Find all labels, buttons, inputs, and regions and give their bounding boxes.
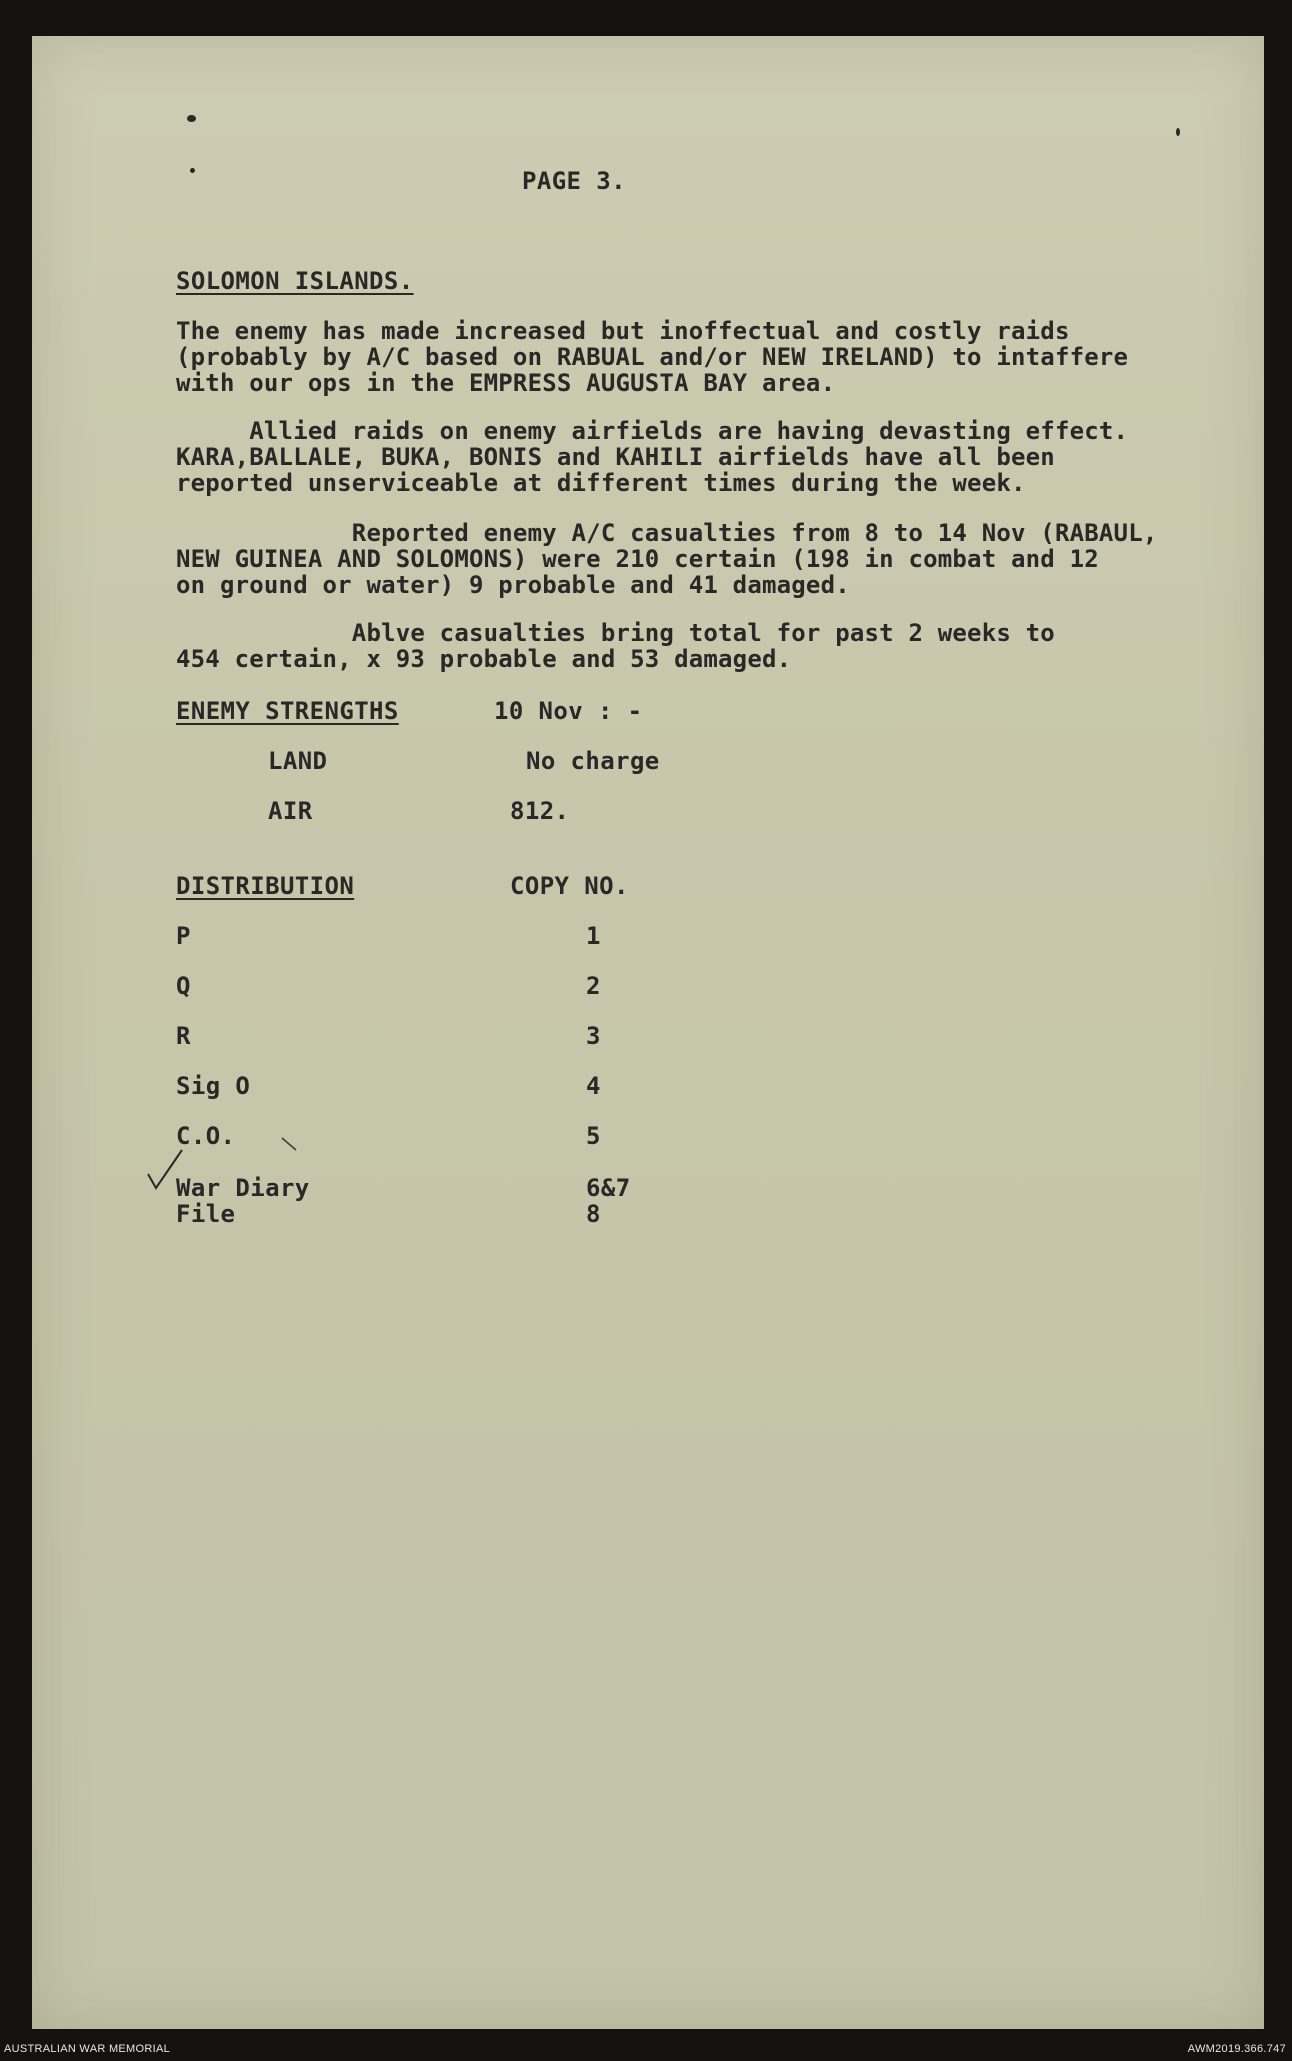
distribution-recipient: Q <box>176 972 191 1000</box>
distribution-copy: 6&7 <box>586 1174 631 1202</box>
air-label: AIR <box>268 797 313 825</box>
enemy-strengths-date: 10 Nov : - <box>494 697 643 725</box>
distribution-copy: 5 <box>586 1122 601 1150</box>
distribution-recipient: War Diary <box>176 1174 310 1202</box>
paragraph-line: Allied raids on enemy airfields are having devasting effect. <box>176 417 1129 445</box>
distribution-copy: 8 <box>586 1200 601 1228</box>
paragraph-line: 454 certain, x 93 probable and 53 damaged. <box>176 645 792 673</box>
air-value: 812. <box>510 797 570 825</box>
paragraph-line: NEW GUINEA AND SOLOMONS) were 210 certain (198 in combat and 12 <box>176 545 1099 573</box>
distribution-heading: DISTRIBUTION <box>176 872 355 900</box>
paragraph-line: (probably by A/C based on RABUAL and/or NEW IRELAND) to intaffere <box>176 343 1129 371</box>
enemy-strengths-heading: ENEMY STRENGTHS <box>176 697 399 725</box>
land-value: No charge <box>526 747 660 775</box>
distribution-recipient: R <box>176 1022 191 1050</box>
paragraph-line: with our ops in the EMPRESS AUGUSTA BAY area. <box>176 369 836 397</box>
distribution-recipient: P <box>176 922 191 950</box>
distribution-copy: 2 <box>586 972 601 1000</box>
ink-speck <box>187 115 196 122</box>
distribution-copy: 1 <box>586 922 601 950</box>
distribution-recipient: File <box>176 1200 236 1228</box>
paragraph-line: KARA,BALLALE, BUKA, BONIS and KAHILI airfields have all been <box>176 443 1055 471</box>
paragraph-line: Reported enemy A/C casualties from 8 to 14 Nov (RABAUL, <box>176 519 1158 547</box>
check-mark-icon <box>146 1148 186 1192</box>
paragraph-line: The enemy has made increased but inoffectual and costly raids <box>176 317 1070 345</box>
pencil-stroke-icon <box>280 1136 300 1152</box>
paragraph-line: Ablve casualties bring total for past 2 weeks to <box>176 619 1055 647</box>
paragraph-1 <box>176 318 1128 396</box>
copy-number-heading: COPY NO. <box>510 872 629 900</box>
ink-speck <box>1176 128 1180 136</box>
paragraph-line: reported unserviceable at different times during the week. <box>176 469 1026 497</box>
paragraph-4 <box>176 620 1055 672</box>
ink-speck <box>190 168 195 173</box>
land-label: LAND <box>268 747 328 775</box>
footer-institution: AUSTRALIAN WAR MEMORIAL <box>4 2043 171 2055</box>
paragraph-line: on ground or water) 9 probable and 41 damaged. <box>176 571 850 599</box>
distribution-recipient: Sig O <box>176 1072 251 1100</box>
paragraph-2 <box>176 418 1128 496</box>
distribution-copy: 3 <box>586 1022 601 1050</box>
distribution-copy: 4 <box>586 1072 601 1100</box>
distribution-recipient: C.O. <box>176 1122 236 1150</box>
section-title: SOLOMON ISLANDS. <box>176 267 414 295</box>
paragraph-3 <box>176 520 1158 598</box>
footer-reference: AWM2019.366.747 <box>1187 2043 1286 2055</box>
page-label: PAGE 3. <box>522 167 626 195</box>
